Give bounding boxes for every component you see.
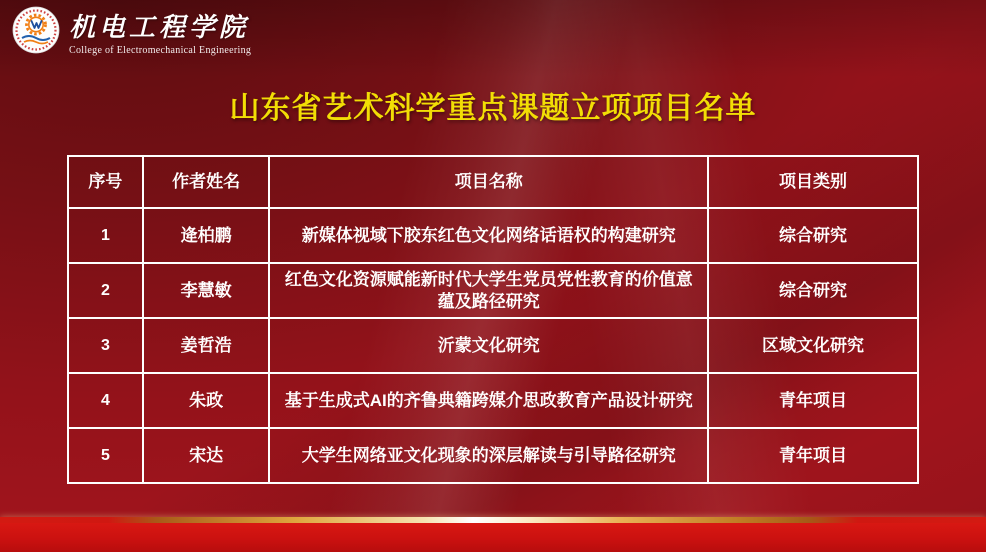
projects-table [67, 155, 919, 484]
brand-text [69, 6, 251, 56]
cell-category: 青年项目 [708, 428, 918, 483]
cell-author: 宋达 [143, 428, 270, 483]
cell-no: 4 [68, 373, 143, 428]
cell-project: 大学生网络亚文化现象的深层解读与引导路径研究 [269, 428, 708, 483]
column-header-author: 作者姓名 [143, 156, 270, 208]
cell-no: 5 [68, 428, 143, 483]
college-name-cn: 机电工程学院 [69, 13, 250, 43]
table-row [68, 373, 918, 428]
cell-no: 3 [68, 318, 143, 373]
footer-band [0, 523, 986, 552]
table-row [68, 208, 918, 263]
brand-header [12, 6, 251, 56]
column-header-category: 项目类别 [708, 156, 918, 208]
cell-author: 朱政 [143, 373, 270, 428]
column-header-project: 项目名称 [269, 156, 708, 208]
table-body [68, 208, 918, 483]
column-header-no: 序号 [68, 156, 143, 208]
cell-author: 姜哲浩 [143, 318, 270, 373]
cell-project: 新媒体视域下胶东红色文化网络话语权的构建研究 [269, 208, 708, 263]
table-row [68, 318, 918, 373]
cell-project: 沂蒙文化研究 [269, 318, 708, 373]
cell-project: 红色文化资源赋能新时代大学生党员党性教育的价值意蕴及路径研究 [269, 263, 708, 318]
table-row [68, 428, 918, 483]
cell-category: 区域文化研究 [708, 318, 918, 373]
cell-project: 基于生成式AI的齐鲁典籍跨媒介思政教育产品设计研究 [269, 373, 708, 428]
table-row [68, 263, 918, 318]
cell-author: 逄柏鹏 [143, 208, 270, 263]
college-emblem-icon [12, 6, 60, 54]
cell-no: 2 [68, 263, 143, 318]
college-name-en: College of Electromechanical Engineering [69, 44, 252, 56]
table-header-row [68, 156, 918, 208]
cell-category: 综合研究 [708, 208, 918, 263]
page-title: 山东省艺术科学重点课题立项项目名单 [229, 92, 757, 125]
cell-author: 李慧敏 [143, 263, 270, 318]
cell-no: 1 [68, 208, 143, 263]
cell-category: 青年项目 [708, 373, 918, 428]
cell-category: 综合研究 [708, 263, 918, 318]
